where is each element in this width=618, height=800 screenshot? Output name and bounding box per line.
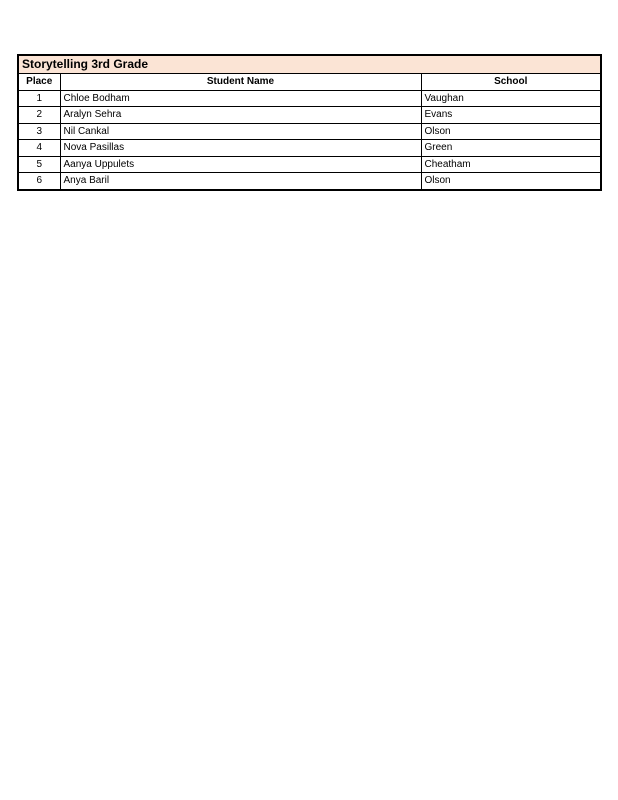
header-row: [18, 74, 601, 91]
column-header-student-name: Student Name: [60, 74, 421, 91]
column-header-school: School: [421, 74, 601, 91]
student-name-cell: Anya Baril: [60, 173, 421, 190]
student-name-cell: Chloe Bodham: [60, 90, 421, 107]
place-cell: 6: [18, 173, 60, 190]
place-cell: 3: [18, 123, 60, 140]
table-row: [18, 140, 601, 157]
school-cell: Olson: [421, 123, 601, 140]
place-cell: 5: [18, 156, 60, 173]
results-table: [17, 54, 602, 191]
table-title: Storytelling 3rd Grade: [18, 55, 601, 74]
student-name-cell: Nil Cankal: [60, 123, 421, 140]
student-name-cell: Aralyn Sehra: [60, 107, 421, 124]
column-header-place: Place: [18, 74, 60, 91]
place-cell: 2: [18, 107, 60, 124]
table-row: [18, 90, 601, 107]
school-cell: Evans: [421, 107, 601, 124]
place-cell: 4: [18, 140, 60, 157]
student-name-cell: Aanya Uppulets: [60, 156, 421, 173]
school-cell: Vaughan: [421, 90, 601, 107]
student-name-cell: Nova Pasillas: [60, 140, 421, 157]
table-row: [18, 123, 601, 140]
table-row: [18, 156, 601, 173]
school-cell: Green: [421, 140, 601, 157]
school-cell: Cheatham: [421, 156, 601, 173]
table-row: [18, 107, 601, 124]
school-cell: Olson: [421, 173, 601, 190]
table-row: [18, 173, 601, 190]
title-row: [18, 55, 601, 74]
place-cell: 1: [18, 90, 60, 107]
